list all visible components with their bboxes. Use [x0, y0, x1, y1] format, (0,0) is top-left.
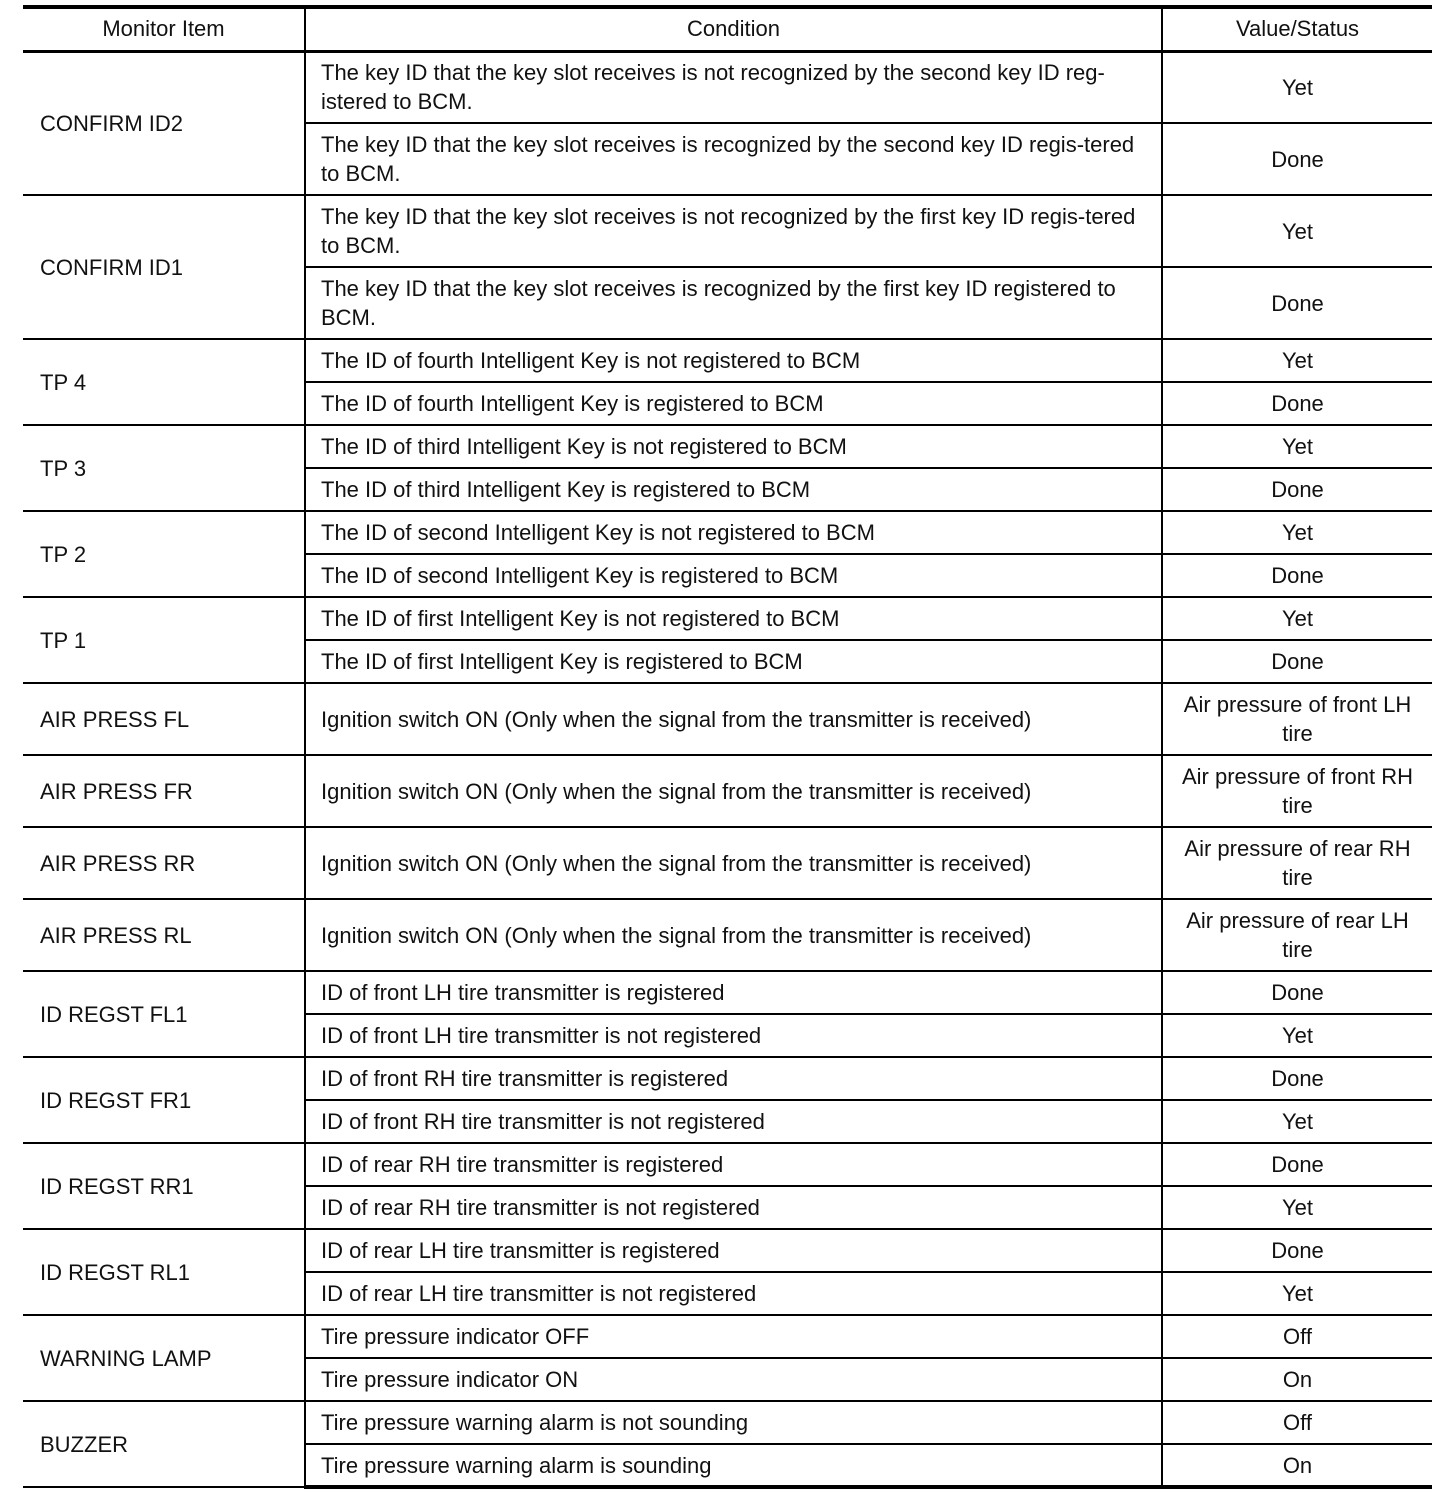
condition-cell: The key ID that the key slot receives is recognized by the first key ID registered to BCM. [305, 267, 1162, 339]
value-cell: Done [1162, 123, 1432, 195]
table-row [23, 755, 1432, 827]
value-cell: Off [1162, 1401, 1432, 1444]
value-cell: Air pressure of front LH tire [1162, 683, 1432, 755]
monitor-item-cell: TP 2 [23, 511, 305, 597]
condition-cell: ID of front LH tire transmitter is not registered [305, 1014, 1162, 1057]
condition-cell: The ID of second Intelligent Key is not registered to BCM [305, 511, 1162, 554]
condition-cell: Ignition switch ON (Only when the signal from the transmitter is received) [305, 683, 1162, 755]
condition-cell: Tire pressure indicator ON [305, 1358, 1162, 1401]
condition-cell: The ID of third Intelligent Key is registered to BCM [305, 468, 1162, 511]
condition-cell: Ignition switch ON (Only when the signal from the transmitter is received) [305, 827, 1162, 899]
table-row [23, 51, 1432, 123]
condition-cell: ID of rear RH tire transmitter is not registered [305, 1186, 1162, 1229]
value-cell: Yet [1162, 425, 1432, 468]
monitor-item-cell: CONFIRM ID2 [23, 51, 305, 195]
condition-cell: Ignition switch ON (Only when the signal from the transmitter is received) [305, 755, 1162, 827]
monitor-item-cell: WARNING LAMP [23, 1315, 305, 1401]
condition-cell: ID of front RH tire transmitter is registered [305, 1057, 1162, 1100]
header-value-status: Value/Status [1162, 7, 1432, 51]
condition-cell: ID of rear LH tire transmitter is registered [305, 1229, 1162, 1272]
value-cell: Yet [1162, 339, 1432, 382]
value-cell: Yet [1162, 195, 1432, 267]
table-header-row [23, 7, 1432, 51]
table-body [23, 51, 1432, 1487]
value-cell: Done [1162, 1229, 1432, 1272]
condition-cell: The key ID that the key slot receives is recognized by the second key ID regis-tered to BCM. [305, 123, 1162, 195]
value-cell: Yet [1162, 1186, 1432, 1229]
value-cell: Air pressure of rear LH tire [1162, 899, 1432, 971]
condition-cell: The ID of second Intelligent Key is registered to BCM [305, 554, 1162, 597]
value-cell: Off [1162, 1315, 1432, 1358]
monitor-item-cell: AIR PRESS RL [23, 899, 305, 971]
monitor-item-cell: AIR PRESS FL [23, 683, 305, 755]
value-cell: Air pressure of front RH tire [1162, 755, 1432, 827]
monitor-item-cell: ID REGST FR1 [23, 1057, 305, 1143]
monitor-item-cell: CONFIRM ID1 [23, 195, 305, 339]
value-cell: Yet [1162, 597, 1432, 640]
condition-cell: Tire pressure indicator OFF [305, 1315, 1162, 1358]
monitor-item-cell: AIR PRESS FR [23, 755, 305, 827]
value-cell: Yet [1162, 51, 1432, 123]
condition-cell: The ID of third Intelligent Key is not registered to BCM [305, 425, 1162, 468]
table-row [23, 827, 1432, 899]
condition-cell: The ID of first Intelligent Key is registered to BCM [305, 640, 1162, 683]
table-row [23, 1401, 1432, 1444]
condition-cell: ID of rear RH tire transmitter is registered [305, 1143, 1162, 1186]
condition-cell: ID of front LH tire transmitter is registered [305, 971, 1162, 1014]
value-cell: Yet [1162, 1272, 1432, 1315]
condition-cell: Tire pressure warning alarm is not sounding [305, 1401, 1162, 1444]
condition-cell: The ID of fourth Intelligent Key is registered to BCM [305, 382, 1162, 425]
table-row [23, 597, 1432, 640]
monitor-item-cell: ID REGST RR1 [23, 1143, 305, 1229]
header-condition: Condition [305, 7, 1162, 51]
value-cell: Done [1162, 971, 1432, 1014]
monitor-item-cell: AIR PRESS RR [23, 827, 305, 899]
table-row [23, 683, 1432, 755]
monitor-item-cell: BUZZER [23, 1401, 305, 1487]
value-cell: Done [1162, 468, 1432, 511]
table-row [23, 899, 1432, 971]
table-row [23, 1315, 1432, 1358]
monitor-item-cell: TP 1 [23, 597, 305, 683]
table-row [23, 1143, 1432, 1186]
value-cell: Air pressure of rear RH tire [1162, 827, 1432, 899]
monitor-item-cell: TP 4 [23, 339, 305, 425]
table-row [23, 195, 1432, 267]
condition-cell: ID of rear LH tire transmitter is not registered [305, 1272, 1162, 1315]
monitor-item-table [23, 5, 1432, 1489]
value-cell: Done [1162, 554, 1432, 597]
table-row [23, 1057, 1432, 1100]
value-cell: Done [1162, 1143, 1432, 1186]
value-cell: Done [1162, 1057, 1432, 1100]
condition-cell: The ID of fourth Intelligent Key is not registered to BCM [305, 339, 1162, 382]
condition-cell: ID of front RH tire transmitter is not registered [305, 1100, 1162, 1143]
value-cell: Done [1162, 382, 1432, 425]
condition-cell: Ignition switch ON (Only when the signal from the transmitter is received) [305, 899, 1162, 971]
condition-cell: Tire pressure warning alarm is sounding [305, 1444, 1162, 1487]
value-cell: Yet [1162, 1100, 1432, 1143]
value-cell: On [1162, 1444, 1432, 1487]
table-row [23, 1229, 1432, 1272]
value-cell: Done [1162, 267, 1432, 339]
monitor-item-cell: TP 3 [23, 425, 305, 511]
monitor-item-cell: ID REGST RL1 [23, 1229, 305, 1315]
monitor-table-container [23, 5, 1432, 1489]
condition-cell: The key ID that the key slot receives is not recognized by the first key ID regis-tered to BCM. [305, 195, 1162, 267]
table-row [23, 425, 1432, 468]
monitor-item-cell: ID REGST FL1 [23, 971, 305, 1057]
header-monitor-item: Monitor Item [23, 7, 305, 51]
value-cell: Yet [1162, 1014, 1432, 1057]
value-cell: Yet [1162, 511, 1432, 554]
condition-cell: The key ID that the key slot receives is not recognized by the second key ID reg-istered to BCM. [305, 51, 1162, 123]
table-row [23, 511, 1432, 554]
value-cell: On [1162, 1358, 1432, 1401]
value-cell: Done [1162, 640, 1432, 683]
condition-cell: The ID of first Intelligent Key is not registered to BCM [305, 597, 1162, 640]
table-row [23, 339, 1432, 382]
table-row [23, 971, 1432, 1014]
